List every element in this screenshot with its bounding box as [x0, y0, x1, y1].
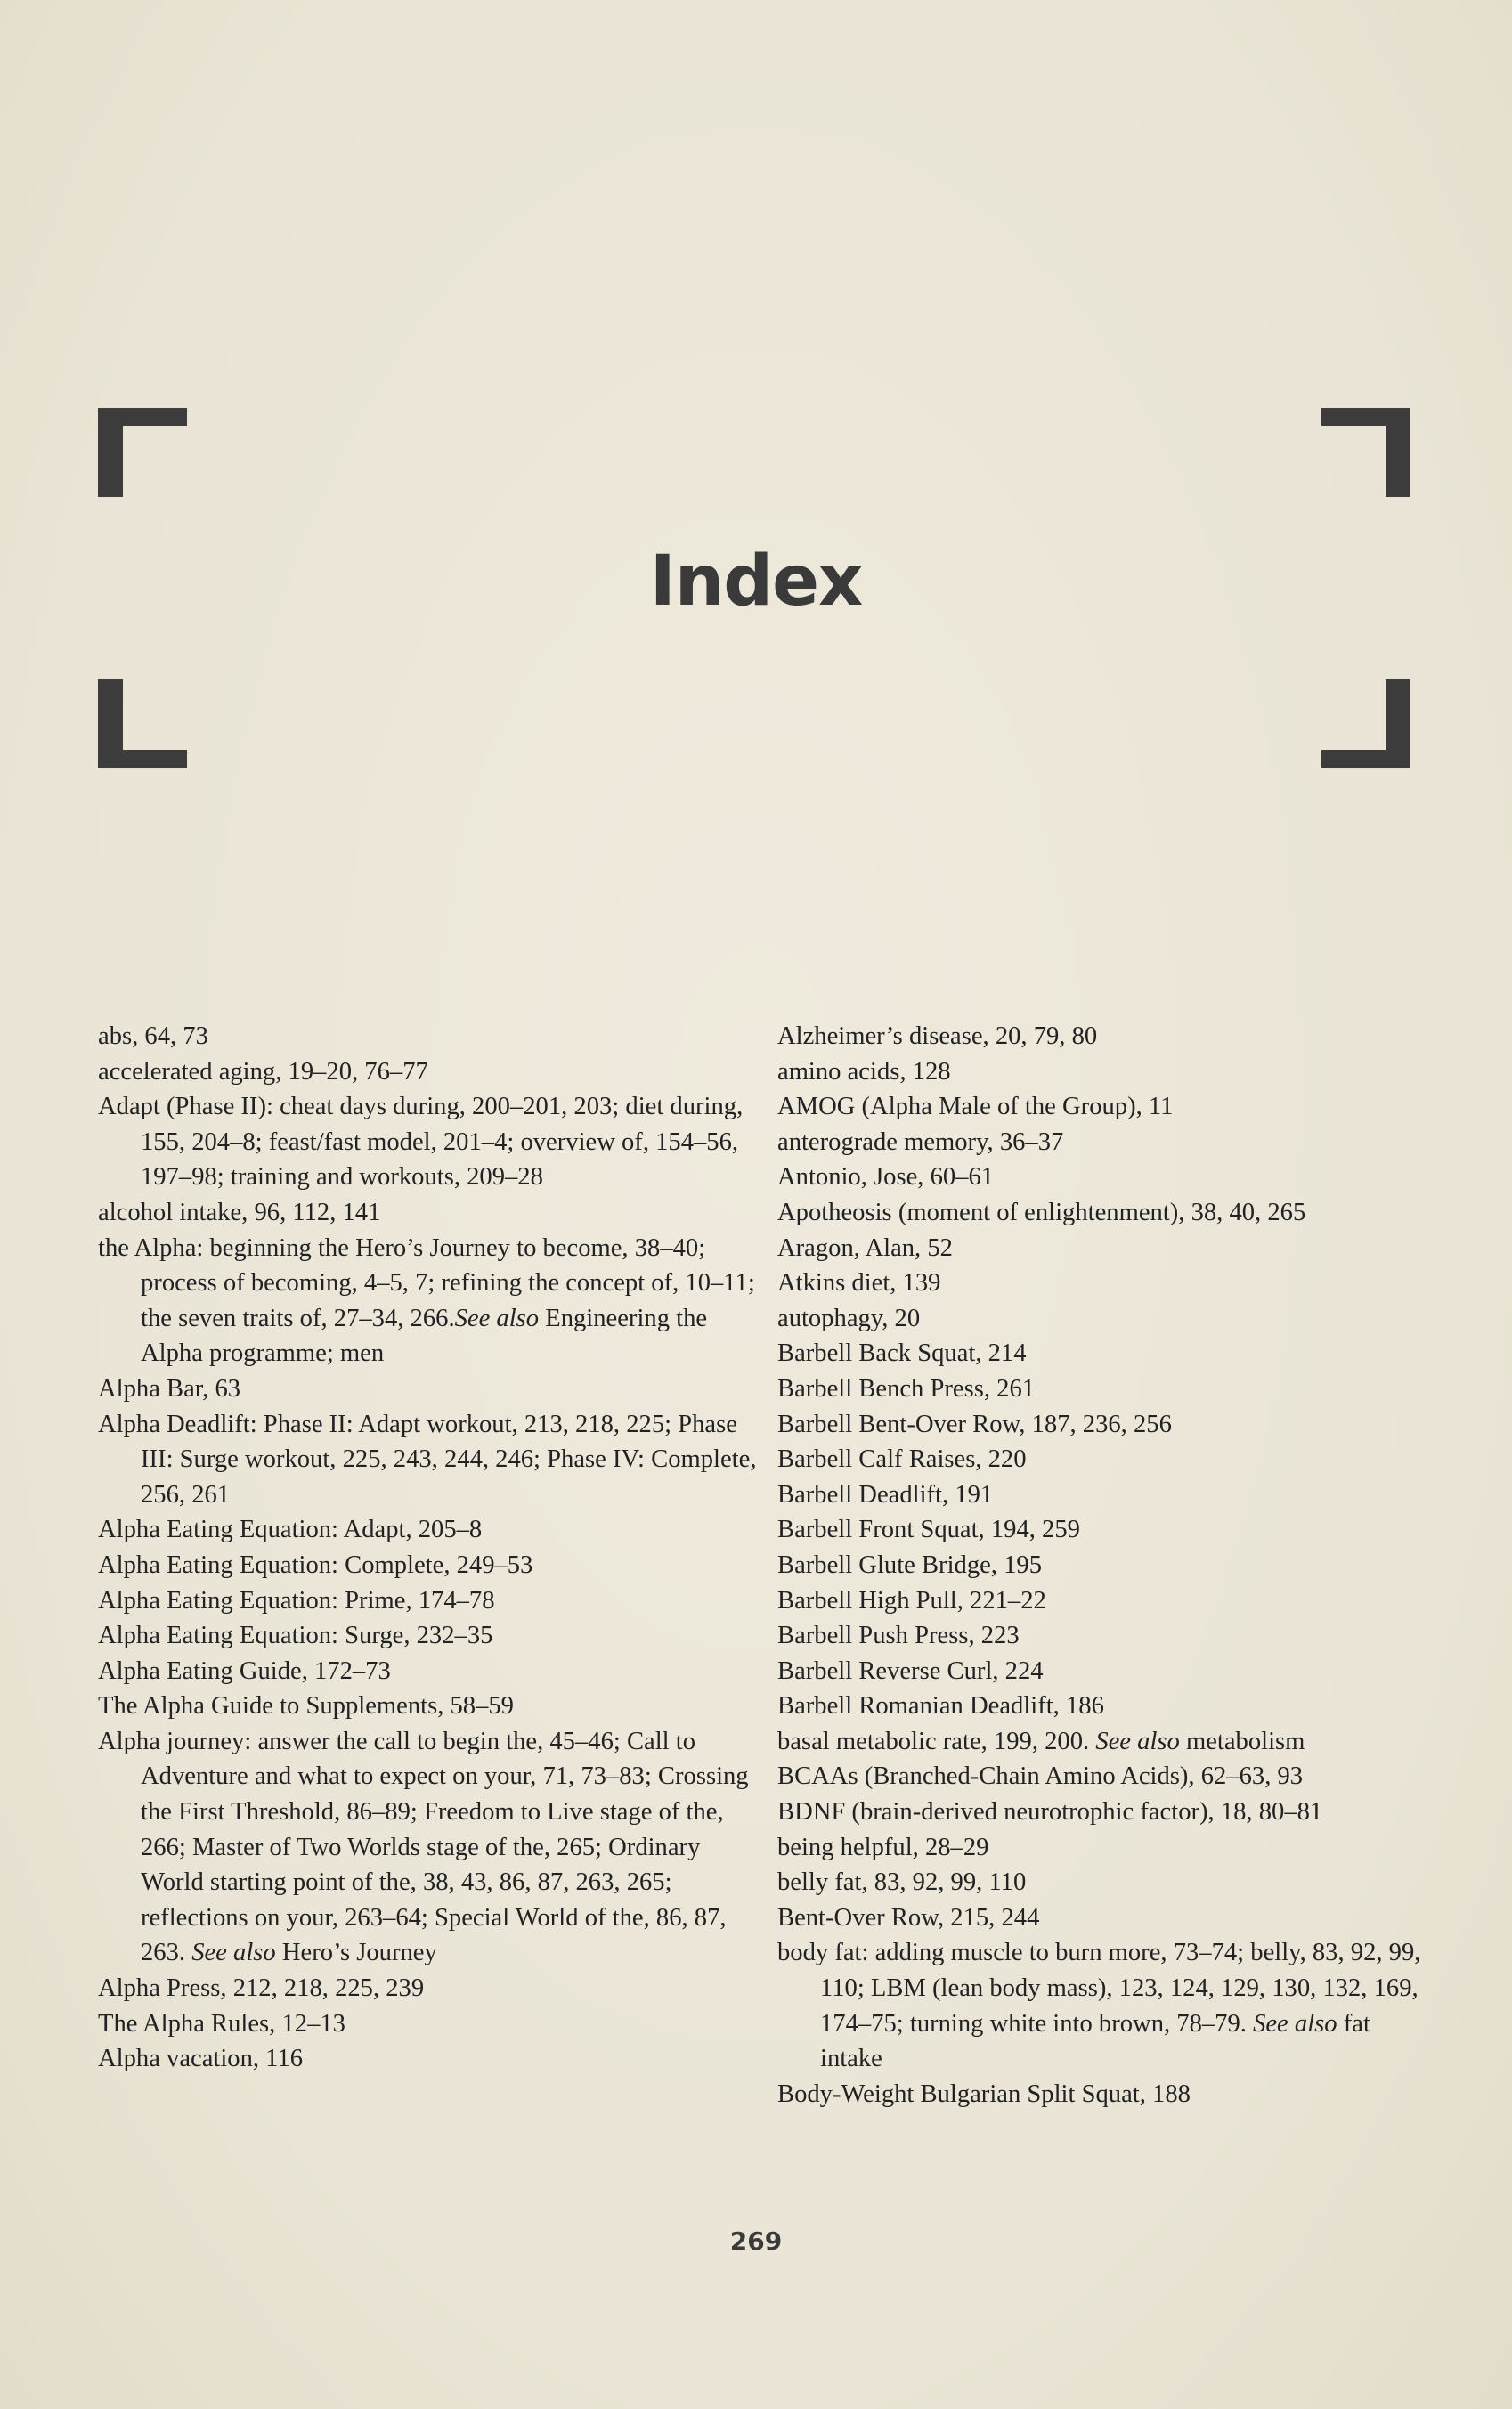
index-entry-text: Barbell Front Squat, 194, 259: [777, 1516, 1080, 1544]
index-entry: [777, 1795, 1436, 1830]
see-also-label: See also: [1089, 1727, 1180, 1755]
index-entry-text: the Alpha: beginning the Hero’s Journey to become, 38–40; process of becoming, 4–5, 7; refining the concept of, 10–11; the seven traits of, 27–34, 266.: [98, 1233, 755, 1332]
index-entry-text: Adapt (Phase II): cheat days during, 200–201, 203; diet during, 155, 204–8; feast/fast model, 201–4; overview of, 154–56, 197–98; training and workouts, 209–28: [98, 1093, 744, 1192]
see-also-target: metabolism: [1179, 1727, 1305, 1755]
index-entry-text: Antonio, Jose, 60–61: [777, 1163, 995, 1192]
index-entry: [98, 1724, 757, 1971]
index-entry-text: Barbell Push Press, 223: [777, 1622, 1020, 1650]
index-entry: [777, 1089, 1436, 1125]
index-entry-text: Alzheimer’s disease, 20, 79, 80: [777, 1022, 1098, 1050]
index-entry: [98, 1407, 757, 1513]
index-entry: [98, 1654, 757, 1689]
index-entry: [777, 1301, 1436, 1337]
index-entry-text: body fat: adding muscle to burn more, 73–74; belly, 83, 92, 99, 110; LBM (lean body mass), 123, 124, 129, 130, 132, 169, 174–75; turning white into brown, 78–79.: [777, 1939, 1421, 2038]
index-entry-text: BCAAs (Branched-Chain Amino Acids), 62–63, 93: [777, 1762, 1304, 1791]
corner-bracket-top-left: [98, 408, 187, 497]
index-column-left: [98, 1019, 757, 2077]
index-entry: [777, 1830, 1436, 1866]
index-entry-text: Apotheosis (moment of enlightenment), 38, 40, 265: [777, 1198, 1306, 1226]
index-entry-text: Aragon, Alan, 52: [777, 1233, 953, 1262]
index-entry-text: basal metabolic rate, 199, 200.: [777, 1727, 1090, 1755]
index-entry-text: Barbell Bench Press, 261: [777, 1374, 1036, 1403]
index-entry: [777, 1654, 1436, 1689]
index-entry: [777, 1548, 1436, 1583]
index-entry-text: Alpha Eating Equation: Prime, 174–78: [98, 1586, 495, 1615]
index-entry: [98, 1689, 757, 1724]
index-entry: [777, 1900, 1436, 1936]
see-also-label: See also: [1246, 2009, 1337, 2038]
index-entry: [777, 1865, 1436, 1900]
index-entry-text: abs, 64, 73: [98, 1022, 208, 1050]
index-entry-text: AMOG (Alpha Male of the Group), 11: [777, 1093, 1174, 1121]
corner-bracket-bottom-left: [98, 679, 187, 768]
index-entry: [98, 1089, 757, 1195]
index-entry-text: belly fat, 83, 92, 99, 110: [777, 1868, 1027, 1897]
index-entry: [777, 1336, 1436, 1371]
index-entry-text: autophagy, 20: [777, 1304, 921, 1332]
corner-bracket-top-right: [1321, 408, 1410, 497]
corner-bracket-bottom-right: [1321, 679, 1410, 768]
index-entry: [777, 2077, 1436, 2112]
index-entry: [98, 1583, 757, 1619]
index-entry-text: Barbell Romanian Deadlift, 186: [777, 1692, 1104, 1721]
index-entry-text: anterograde memory, 36–37: [777, 1127, 1064, 1156]
index-entry: [777, 1442, 1436, 1477]
index-entry: [777, 1407, 1436, 1443]
see-also-target: Engineering the Alpha programme; men: [141, 1304, 708, 1368]
index-entry: [777, 1266, 1436, 1301]
index-entry: [777, 1618, 1436, 1654]
index-entry: [98, 1195, 757, 1231]
index-entry: [777, 1019, 1436, 1054]
see-also-label: See also: [454, 1304, 540, 1332]
index-entry: [777, 1724, 1436, 1760]
index-entry-text: Alpha vacation, 116: [98, 2045, 304, 2073]
index-entry-text: accelerated aging, 19–20, 76–77: [98, 1057, 428, 1086]
index-entry: [98, 2041, 757, 2077]
index-entry-text: Atkins diet, 139: [777, 1269, 941, 1298]
index-entry: [777, 1231, 1436, 1266]
index-entry: [777, 1160, 1436, 1195]
index-entry-text: Alpha Eating Equation: Adapt, 205–8: [98, 1516, 483, 1544]
index-entry: [98, 2006, 757, 2042]
index-entry: [98, 1618, 757, 1654]
index-entry-text: being helpful, 28–29: [777, 1833, 989, 1861]
see-also-label: See also: [185, 1939, 276, 1967]
index-entry: [777, 1054, 1436, 1090]
index-entry: [777, 1371, 1436, 1407]
page-title: Index: [649, 541, 863, 622]
index-entry-text: Alpha Deadlift: Phase II: Adapt workout, 213, 218, 225; Phase III: Surge workout, 225, 243, 244, 246; Phase IV: Complete, 256, 261: [98, 1410, 757, 1509]
index-entry-text: Barbell Deadlift, 191: [777, 1480, 994, 1509]
see-also-target: Hero’s Journey: [275, 1939, 437, 1967]
index-entry-text: Barbell Glute Bridge, 195: [777, 1550, 1042, 1579]
index-entry-text: Barbell Back Squat, 214: [777, 1339, 1027, 1368]
index-entry-text: The Alpha Rules, 12–13: [98, 2009, 345, 2038]
index-entry: [98, 1971, 757, 2006]
index-entry-text: Bent-Over Row, 215, 244: [777, 1903, 1040, 1932]
index-entry-text: Barbell Reverse Curl, 224: [777, 1656, 1044, 1685]
page-number: 269: [729, 2226, 783, 2256]
index-entry: [777, 1195, 1436, 1231]
index-entry-text: Body-Weight Bulgarian Split Squat, 188: [777, 2079, 1191, 2108]
index-entry-text: Alpha Eating Equation: Complete, 249–53: [98, 1550, 533, 1579]
index-entry: [777, 1583, 1436, 1619]
index-column-right: [777, 1019, 1436, 2112]
index-entry: [98, 1512, 757, 1548]
index-entry: [777, 1125, 1436, 1160]
index-entry: [98, 1231, 757, 1371]
index-entry: [98, 1548, 757, 1583]
index-entry-text: amino acids, 128: [777, 1057, 951, 1086]
see-also-target: fat intake: [820, 2009, 1370, 2073]
index-entry-text: Barbell Calf Raises, 220: [777, 1445, 1027, 1474]
index-entry-text: Alpha Press, 212, 218, 225, 239: [98, 1974, 425, 2003]
index-entry: [777, 1477, 1436, 1513]
index-entry: [98, 1054, 757, 1090]
index-entry: [777, 1759, 1436, 1795]
index-entry-text: Alpha Eating Equation: Surge, 232–35: [98, 1622, 493, 1650]
index-entry: [98, 1019, 757, 1054]
index-entry-text: The Alpha Guide to Supplements, 58–59: [98, 1692, 514, 1721]
index-entry-text: Barbell High Pull, 221–22: [777, 1586, 1046, 1615]
index-entry-text: alcohol intake, 96, 112, 141: [98, 1198, 381, 1226]
index-entry: [98, 1371, 757, 1407]
index-entry: [777, 1935, 1436, 2076]
index-entry: [777, 1689, 1436, 1724]
index-entry-text: Alpha journey: answer the call to begin the, 45–46; Call to Adventure and what to expect on your, 71, 73–83; Crossing the First Threshold, 86–89; Freedom to Live stage of the, 266; Master of Two Worlds stage of the, 265; Ordinary World starting point of the, 38, 43, 86, 87, 263, 265; reflections on your, 263–64; Special World of the, 86, 87, 263.: [98, 1727, 749, 1967]
index-entry-text: Alpha Bar, 63: [98, 1374, 241, 1403]
index-entry-text: BDNF (brain-derived neurotrophic factor), 18, 80–81: [777, 1798, 1323, 1827]
index-entry: [777, 1512, 1436, 1548]
index-entry-text: Barbell Bent-Over Row, 187, 236, 256: [777, 1410, 1172, 1438]
index-entry-text: Alpha Eating Guide, 172–73: [98, 1656, 391, 1685]
